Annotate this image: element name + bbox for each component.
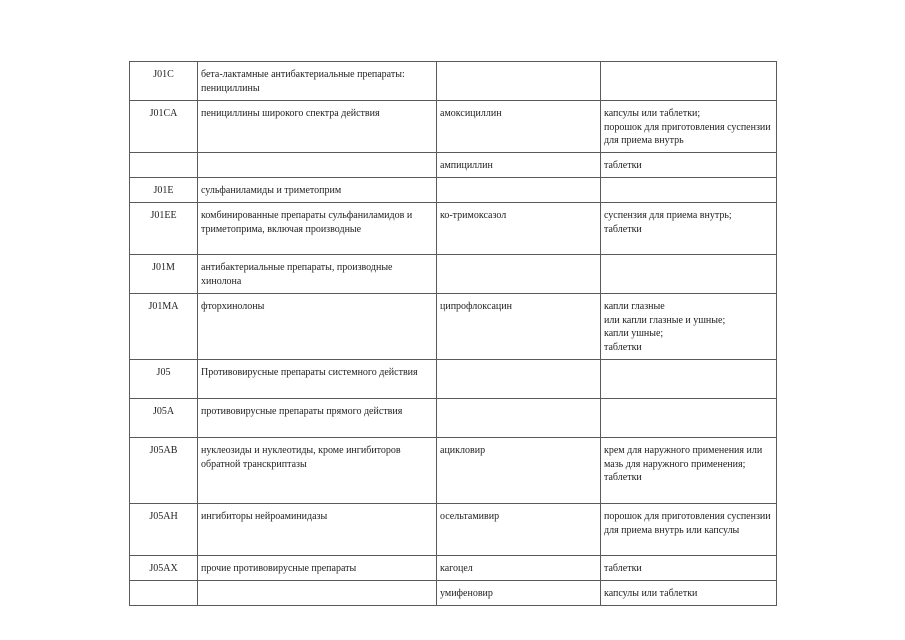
drug-name: ампициллин — [437, 153, 601, 178]
atc-code: J05AX — [130, 556, 198, 581]
table-row — [130, 203, 777, 255]
atc-group-name — [198, 153, 437, 178]
atc-group-name: ингибиторы нейроаминидазы — [198, 504, 437, 556]
atc-group-name: противовирусные препараты прямого действия — [198, 399, 437, 438]
drug-name: ацикловир — [437, 438, 601, 504]
table-row — [130, 62, 777, 101]
atc-group-name: комбинированные препараты сульфаниламидов и триметоприма, включая производные — [198, 203, 437, 255]
atc-code: J01M — [130, 255, 198, 294]
table-row — [130, 178, 777, 203]
dosage-form — [601, 360, 777, 399]
table-row — [130, 399, 777, 438]
table-row — [130, 153, 777, 178]
table-row — [130, 581, 777, 606]
dosage-form: суспензия для приема внутрь; таблетки — [601, 203, 777, 255]
dosage-form — [601, 62, 777, 101]
dosage-form — [601, 178, 777, 203]
drug-name: кагоцел — [437, 556, 601, 581]
atc-group-name: антибактериальные препараты, производные хинолона — [198, 255, 437, 294]
dosage-form: капсулы или таблетки — [601, 581, 777, 606]
atc-code: J01CA — [130, 101, 198, 153]
table-row — [130, 255, 777, 294]
atc-code: J05AB — [130, 438, 198, 504]
drug-name — [437, 360, 601, 399]
dosage-form: капсулы или таблетки; порошок для приготовления суспензии для приема внутрь — [601, 101, 777, 153]
atc-group-name — [198, 581, 437, 606]
atc-code: J01EE — [130, 203, 198, 255]
table-row — [130, 101, 777, 153]
dosage-form — [601, 399, 777, 438]
atc-code: J01C — [130, 62, 198, 101]
table-row — [130, 438, 777, 504]
atc-code — [130, 153, 198, 178]
dosage-form: таблетки — [601, 153, 777, 178]
atc-group-name: сульфаниламиды и триметоприм — [198, 178, 437, 203]
atc-group-name: прочие противовирусные препараты — [198, 556, 437, 581]
dosage-form: капли глазные или капли глазные и ушные; капли ушные; таблетки — [601, 294, 777, 360]
table-row — [130, 294, 777, 360]
drug-table — [129, 61, 777, 606]
atc-code: J05A — [130, 399, 198, 438]
atc-group-name: бета-лактамные антибактериальные препараты: пенициллины — [198, 62, 437, 101]
atc-code: J05 — [130, 360, 198, 399]
drug-name: умифеновир — [437, 581, 601, 606]
drug-name — [437, 178, 601, 203]
dosage-form: порошок для приготовления суспензии для приема внутрь или капсулы — [601, 504, 777, 556]
drug-name: ципрофлоксацин — [437, 294, 601, 360]
drug-name: ко-тримоксазол — [437, 203, 601, 255]
dosage-form — [601, 255, 777, 294]
dosage-form: таблетки — [601, 556, 777, 581]
drug-name — [437, 255, 601, 294]
table-row — [130, 360, 777, 399]
drug-name — [437, 399, 601, 438]
dosage-form: крем для наружного применения или мазь для наружного применения; таблетки — [601, 438, 777, 504]
atc-group-name: фторхинолоны — [198, 294, 437, 360]
atc-code: J01E — [130, 178, 198, 203]
atc-code — [130, 581, 198, 606]
table-row — [130, 556, 777, 581]
drug-name: амоксициллин — [437, 101, 601, 153]
atc-code: J01MA — [130, 294, 198, 360]
atc-group-name: Противовирусные препараты системного действия — [198, 360, 437, 399]
atc-group-name: нуклеозиды и нуклеотиды, кроме ингибиторов обратной транскриптазы — [198, 438, 437, 504]
atc-code: J05AH — [130, 504, 198, 556]
table-row — [130, 504, 777, 556]
atc-group-name: пенициллины широкого спектра действия — [198, 101, 437, 153]
drug-name: осельтамивир — [437, 504, 601, 556]
drug-name — [437, 62, 601, 101]
